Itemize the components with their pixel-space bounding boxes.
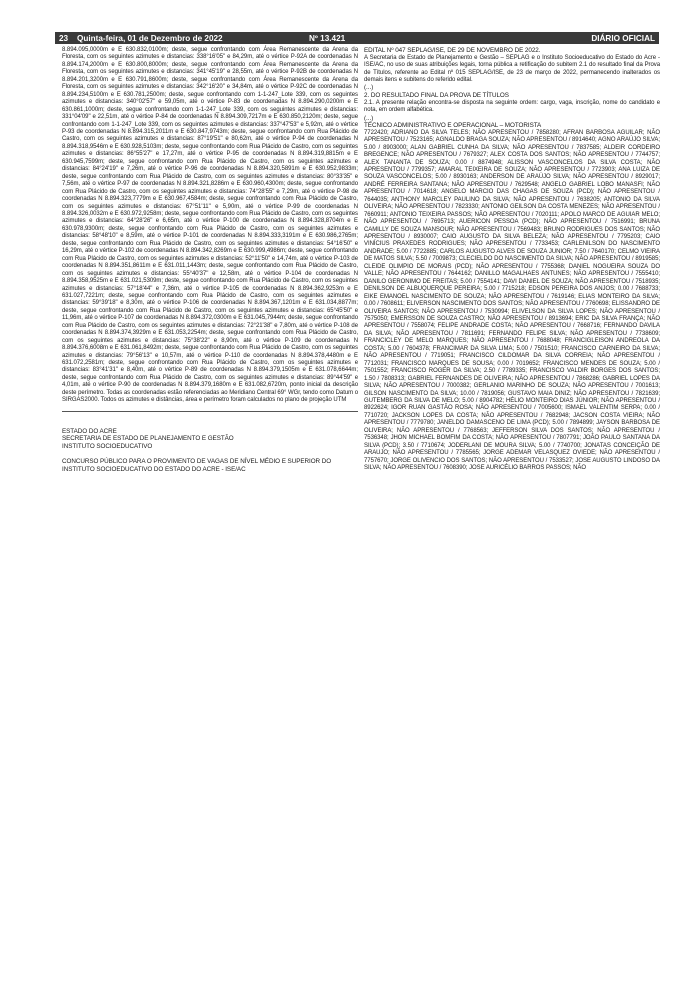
page-header bbox=[55, 32, 659, 44]
cargo-title: TÉCNICO ADMINISTRATIVO E OPERACIONAL – MOTORISTA bbox=[364, 122, 542, 130]
edition-date: Quinta-feira, 01 de Dezembro de 2022 bbox=[77, 33, 223, 43]
edition-number: Nº 13.421 bbox=[309, 33, 346, 43]
results-list: 7722420; ADRIANO DA SILVA TELES; NÃO APRESENTOU / 7858280; AFRAN BARBOSA AGUILAR; NÃO APRESENTOU / 7523165; AGNALDO BRAGA SOUZA; NÃO APRESENTOU / 8914640; AGNO ARAÚJO SILVA; 5.00 / 8903000; ALAN GABRIEL CUNHA DA SILVA; NÃO APRESENTOU / 7837585; ALDEIR CORDEIRO BREGENCE; NÃO APRESENTOU / 7679327; ALEX COSTA DOS SANTOS; NÃO APRESENTOU / 7744757; ALEX TANANTA DE SOUZA; 0.00 / 8874948; ALISSON VASCONCELOS DA SILVA COSTA; NÃO APRESENTOU / 7799357; AMARAL TEIXEIRA DE SOUZA; NÃO APRESENTOU / 7723903; ANA LUIZA DE SOUZA VASCONCELOS; 5.00 / 8930163; ANDERSON DE ARAÚJO SILVA; NÃO APRESENTOU / 8929017; ANDRÉ FERREIRA SANTANA; NÃO APRESENTOU / 7629548; ANGELO GABRIEL LOBO MANASFI; NÃO APRESENTOU / 7014618; ANGELO MARCIO DAS CHAGAS DE SOUZA (PCD); NÃO APRESENTOU / 7644035; ANTHONY MARCLEY PAULINO DA SILVA; NÃO APRESENTOU / 7638205; ANTONIO DA SILVA OLIVEIRA; NÃO APRESENTOU / 7823330; ANTONIO GEILSON DA COSTA MENEZES; NÃO APRESENTOU / 7660911; ANTONIO TEIXEIRA PASSOS; NÃO APRESENTOU / 7020111; APOLO MARCO DE AGUIAR MELO; NÃO APRESENTOU / 7695713; AUERICON PESSOA (PCD); NÃO APRESENTOU / 7516991; BRUNA CAMILLY DE SOUZA MANSOUR; NÃO APRESENTOU / 7569483; BRUNO RODRIGUES DOS SANTOS; NÃO APRESENTOU / 8930007; CAIO AUGUSTO DA SILVA BELEZA; NÃO APRESENTOU / 7795203; CAIO VINÍCIUS PRAXEDES RODRIGUES; NÃO APRESENTOU / 7733453; CARLENILSON DO NASCIMENTO ANDRADE; 5.00 / 7722885; CARLOS AUGUSTO ALVES DE SOUZA JUNIOR; 7.50 / 7640170; CELMO VIEIRA DE MATOS SILVA; 5.50 / 7009873; CLECIELDO DO NASCIMENTO DA SILVA; NÃO APRESENTOU / 8919585; CLEIDE OLIMPIO DE MORAIS (PCD); NÃO APRESENTOU / 7755368; DANIEL NOGUEIRA SOUZA DO VALLE; NÃO APRESENTOU / 7644162; DANILLO MAGALHAES ANTUNES; NÃO APRESENTOU / 7555410; DANILO GERONIMO DE FREITAS; 5.00 / 7554141; DAVI DANIEL DE SOUZA; NÃO APRESENTOU / 7518935; DENILSON DE ALBUQUERQUE PEREIRA; 5.00 / 7715218; EDSON PEREIRA DOS ANJOS; 0.00 / 7688733; EIKE EMANOEL NASCIMENTO DE SOUZA; NÃO APRESENTOU / 7619146; ELIAS MONTEIRO DA SILVA; 0.00 / 7608611; ELIVERSON NASCIMENTO DOS SANTOS; NÃO APRESENTOU / 7760698; ELISSANDRO DE OLIVEIRA SANTOS; NÃO APRESENTOU / 7530994; ELIVELSON DA SILVA LOPES; NÃO APRESENTOU / 7575050; EMERSSON DE SOUZA CASTRO; NÃO APRESENTOU / 8913694; ERIC DA SILVA FRANÇA; NÃO APRESENTOU / 7558074; FELIPE ANDRADE COSTA; NÃO APRESENTOU / 7668716; FERNANDO DAVILA DA SILVA; NÃO APRESENTOU / 7811691; FERNANDO FELIPE SILVA; NÃO APRESENTOU / 7738609; FRANCICLEY DE MELO MARQUES; NÃO APRESENTOU / 7688048; FRANCIGLEISON ANDREOLA DA COSTA; 5.00 / 7604378; FRANCIMAR DA SILVA LIMA; 5.00 / 7501510; FRANCISCO CARNEIRO DA SILVA; NÃO APRESENTOU / 7719051; FRANCISCO CILDOMAR DA SILVA CORREIA; NÃO APRESENTOU / 7712031; FRANCISCO MARQUES DE SOUSA; 0.00 / 7019652; FRANCISCO MENDES DE SOUZA; 5.00 / 7501552; FRANCISCO ROGER DA SILVA; 2.50 / 7789335; FRANCISCO VALDIR BORGES DOS SANTOS; 1.50 / 7808313; GABRIEL FERNANDES DE OLIVEIRA; NÃO APRESENTOU / 7868286; GABRIEL LOPES DA SILVA; NÃO APRESENTOU / 7000382; GERLANIO MARINHO DE SOUZA; NÃO APRESENTOU / 7001613; GILSON NASCIMENTO DA SILVA; 10.00 / 7819056; GUSTAVO MAIA DINIZ; NÃO APRESENTOU / 7821639; GUTEMBERG DA SILVA DE MELO; 5.00 / 8904782; HÉLIO MONTEIRO DIAS JÚNIOR; NÃO APRESENTOU / 8922624; IGOR RUAN GASTÃO ROSA; NÃO APRESENTOU / 7005600; ISMAEL VALENTIM SERPA; 0.00 / 7710720; JACKSON LOPES DA COSTA; NÃO APRESENTOU / 7682948; JACSON COSTA VIEIRA; NÃO APRESENTOU / 7779780; JANELDO DAMASCENO DE LIMA (PCD); 5.00 / 7894899; JAYSON BARBOSA DE OLIVEIRA; NÃO APRESENTOU / 7768563; JEFFERSON SILVA DOS SANTOS; NÃO APRESENTOU / 7536348; JHON MICHAEL BOMFIM DA COSTA; NÃO APRESENTOU / 7807791; JOÃO PAULO SANTANA DA SILVA (PCD); 3.50 / 7710674; JODERLANI DE MOURA SILVA; 5.00 / 7740700; JONATAS CONCEIÇÃO DE ARAUJO; NÃO APRESENTOU / 7785565; JORGE ADEMAR VELASQUEZ OVIEDE; NÃO APRESENTOU / 7757670; JORGE OLIVENCIO DOS SANTOS; NÃO APRESENTOU / 7533527; JOSE AUGUSTO LINDOSO DA SILVA; NÃO APRESENTOU / 7608390; JOSE AURICÉLIO BARROS PASSOS; NÃO bbox=[364, 129, 660, 472]
ellipsis: (...) bbox=[364, 84, 374, 92]
org-institute: INSTITUTO SOCIOEDUCATIVO bbox=[62, 442, 153, 450]
org-state: ESTADO DO ACRE bbox=[62, 427, 117, 435]
edital-intro: A Secretaria de Estado de Planejamento e Gestão – SEPLAG e o Instituto Socioeducativo do Estado do Acre - ISE/AC, no uso de suas atribuições legais, torna pública a retificação do subitem 2.1 do resultado final da Prova de Títulos, referente ao Edital nº 015 SEPLAG/ISE, de 23 de março de 2022, permanecendo inalterados os demais itens e subitens do referido edital. bbox=[364, 54, 660, 83]
section-intro: 2.1. A presente relação encontra-se disposta na seguinte ordem: cargo, vaga, inscrição, nome do candidato e nota, em ordem alfabética. bbox=[364, 99, 660, 114]
ellipsis: (...) bbox=[364, 114, 374, 122]
contest-title: CONCURSO PÚBLICO PARA O PROVIMENTO DE VAGAS DE NÍVEL MÉDIO E SUPERIOR DO INSTITUTO SOCIOEDUCATIVO DO ESTADO DO ACRE - ISE/AC bbox=[62, 458, 332, 473]
memorial-description-text: 8.894.095,0000m e E 630.832,0100m; deste, segue confrontando com Área Remanescente da Arena da Floresta, com os seguintes azimutes e distancias: 338°16'05" e 84,29m, até o vértice P-92A de coordenadas N 8.894.174,2000m e E 630.800,8000m; deste, segue confrontando com Área Remanescente da Arena da Floresta, com os seguintes azimutes e distancias: 341°45'19" e 28,55m, até o vértice P-92B de coordenadas N 8.894.201,3200m e E 630.791,8600m; deste, segue confrontando com Área Remanescente da Arena da Floresta, com os seguintes azimutes e distancias: 342°16'20" e 34,84m, até o vértice P-92C de coordenadas N 8.894.234,5100m e E 630.781,2500m; deste, segue confrontando com 1-1-247_Lote 339, com os seguintes azimutes e distancias: 340°02'57" e 59,05m, até o vértice P-83 de coordenadas N 8.894.290,0200m e E 630.861,1000m; deste, segue confrontando com 1-1-247_Lote 339, com os seguintes azimutes e distancias: 331°04'09" e 22,51m, até o vértice P-84 de coordenadas N 8.894.309,7217m e E 630.850,2120m; deste, segue confrontando com 1-1-247_Lote 339, com os seguintes azimutes e distancias: 337°47'53" e 5,92m, até o vértice P-93 de coordenadas N 8.894.315,2011m e E 630.847,9743m; deste, segue confrontando com Rua Plácido de Castro, com os seguintes azimutes e distancias: 87°19'51" e 80,62m, até o vértice P-94 de coordenadas N 8.894.318,9546m e E 630.928,5103m; deste, segue confrontando com Rua Plácido de Castro, com os seguintes azimutes e distancias: 86°55'27" e 17,27m, até o vértice P-95 de coordenadas N 8.894.319,8815m e E 630.945,7599m; deste, segue confrontando com Rua Plácido de Castro, com os seguintes azimutes e distancias: 84°24'19" e 7,26m, até o vértice P-96 de coordenadas N 8.894.320,5891m e E 630.952,9833m; deste, segue confrontando com Rua Plácido de Castro, com os seguintes azimutes e distancias: 80°33'35" e 7,56m, até o vértice P-97 de coordenadas N 8.894.321,8286m e E 630.960,4300m; deste, segue confrontando com Rua Plácido de Castro, com os seguintes azimutes e distancias: 74°28'55" e 7,29m, até o vértice P-98 de coordenadas N 8.894.323,7779m e E 630.967,4584m; deste, segue confrontando com Rua Plácido de Castro, com os seguintes azimutes e distancias: 67°51'11" e 5,90m, até o vértice P-99 de coordenadas N 8.894.326,0032m e E 630.972,9258m; deste, segue confrontando com Rua Plácido de Castro, com os seguintes azimutes e distancias: 64°28'26" e 6,65m, até o vértice P-100 de coordenadas N 8.894.328,8704m e E 630.978,9300m; deste, segue confrontando com Rua Plácido de Castro, com os seguintes azimutes e distancias: 58°48'10" e 8,59m, até o vértice P-101 de coordenadas N 8.894.333,3191m e E 630.986,2765m; deste, segue confrontando com Rua Plácido de Castro, com os seguintes azimutes e distancias: 54°16'50" e 16,29m, até o vértice P-102 de coordenadas N 8.894.342,8269m e E 630.999,4986m; deste, segue confrontando com Rua Plácido de Castro, com os seguintes azimutes e distancias: 52°11'50" e 14,74m, até o vértice P-103 de coordenadas N 8.894.351,8611m e E 631.011,1443m; deste, segue confrontando com Rua Plácido de Castro, com os seguintes azimutes e distancias: 55°40'37" e 12,58m, até o vértice P-104 de coordenadas N 8.894.358,9525m e E 631.021,5309m; deste, segue confrontando com Rua Plácido de Castro, com os seguintes azimutes e distancias: 57°18'44" e 7,36m, até o vértice P-105 de coordenadas N 8.894.362,9253m e E 631.027,7221m; deste, segue confrontando com Rua Plácido de Castro, com os seguintes azimutes e distancias: 59°39'18" e 8,30m, até o vértice P-106 de coordenadas N 8.894.367,1201m e E 631.034,8877m; deste, segue confrontando com Rua Plácido de Castro, com os seguintes azimutes e distancias: 65°45'50" e 11,96m, até o vértice P-107 de coordenadas N 8.894.372,0300m e E 631.045,7944m; deste, segue confrontando com Rua Plácido de Castro, com os seguintes azimutes e distancias: 72°21'38" e 7,80m, até o vértice P-108 de coordenadas N 8.894.374,3929m e E 631.053,2254m; deste, segue confrontando com Rua Plácido de Castro, com os seguintes azimutes e distancias: 75°38'22" e 8,90m, até o vértice P-109 de coordenadas N 8.894.376,6008m e E 631.061,8492m; deste, segue confrontando com Rua Plácido de Castro, com os seguintes azimutes e distancias: 79°56'13" e 10,57m, até o vértice P-110 de coordenadas N 8.894.378,4480m e E 631.072,2581m; deste, segue confrontando com Rua Plácido de Castro, com os seguintes azimutes e distancias: 83°41'31" e 8,40m, até o vértice P-89 de coordenadas N 8.894.379,1505m e E 631.078,6644m; deste, segue confrontando com Rua Plácido de Castro, com os seguintes azimutes e distancias: 89°44'59" e 4,01m, até o vértice P-90 de coordenadas N 8.894.379,1680m e E 631.082,6720m, ponto inicial da descrição deste perímetro. Todas as coordenadas estão referenciadas ao Meridiano Central 69° WGr, tendo como Datum o SIRGAS2000. Todos os azimutes e distâncias, área e perímetro foram calculados no plano de projeção UTM bbox=[62, 47, 358, 404]
section-divider bbox=[62, 411, 358, 412]
edital-title: EDITAL Nº 047 SEPLAG/ISE, DE 29 DE NOVEMBRO DE 2022. bbox=[364, 47, 541, 54]
section-title: 2. DO RESULTADO FINAL DA PROVA DE TÍTULOS bbox=[364, 92, 509, 99]
org-secretariat: SECRETARIA DE ESTADO DE PLANEJAMENTO E GESTÃO bbox=[62, 435, 234, 443]
left-column bbox=[62, 47, 358, 473]
page-number: 23 bbox=[59, 33, 69, 43]
right-column bbox=[364, 47, 660, 473]
publication-title: DIÁRIO OFICIAL bbox=[591, 33, 655, 43]
